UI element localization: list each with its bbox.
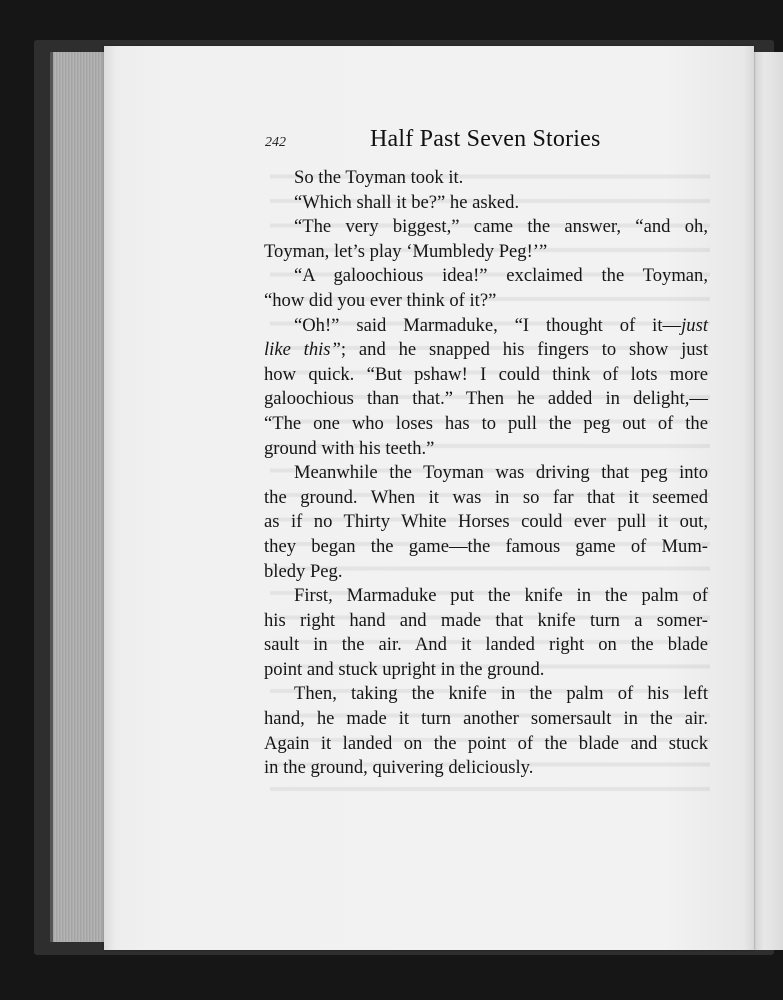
running-title: Half Past Seven Stories [370,126,601,152]
text-line: “A galoochious idea!” exclaimed the Toyman, [294,265,708,287]
page-number: 242 [265,135,286,150]
text-line: “The one who loses has to pull the peg out of the [264,412,708,434]
text-line: First, Marmaduke put the knife in the palm of [294,585,708,607]
italic-phrase: like this” [264,339,341,361]
text-line: “The very biggest,” came the answer, “and oh, [294,216,708,238]
text-line: his right hand and made that knife turn a somer- [264,609,708,631]
text-line: sault in the air. And it landed right on the blade [264,634,708,656]
text-line: galoochious than that.” Then he added in delight,— [264,388,708,410]
text-line: “how did you ever think of it?” [264,289,497,311]
text-line: Then, taking the knife in the palm of his left [294,683,708,705]
text-line: in the ground, quivering deliciously. [264,757,534,779]
text-line: ground with his teeth.” [264,437,435,459]
text-line: Meanwhile the Toyman was driving that peg into [294,462,708,484]
facing-page-edge [752,52,783,950]
italic-phrase: just [681,314,708,336]
text-line: the ground. When it was in so far that it seemed [264,486,708,508]
text-line: point and stuck upright in the ground. [264,658,545,680]
text-line: they began the game—the famous game of Mum- [264,535,708,557]
text-line: how quick. “But pshaw! I could think of lots more [264,363,708,385]
text-line: hand, he made it turn another somersault in the air. [264,708,708,730]
text-line: “Which shall it be?” he asked. [294,191,520,213]
text-line: like this”; and he snapped his fingers to show just [264,339,708,361]
text-line: Toyman, let’s play ‘Mumbledy Peg!’” [264,240,548,262]
text-line: bledy Peg. [264,560,343,582]
body-text [264,166,708,781]
text-line: “Oh!” said Marmaduke, “I thought of it—just [294,314,708,336]
text-line: Again it landed on the point of the blade and stuck [264,732,708,754]
text-line: as if no Thirty White Horses could ever pull it out, [264,511,708,533]
text-line: So the Toyman took it. [294,167,464,188]
